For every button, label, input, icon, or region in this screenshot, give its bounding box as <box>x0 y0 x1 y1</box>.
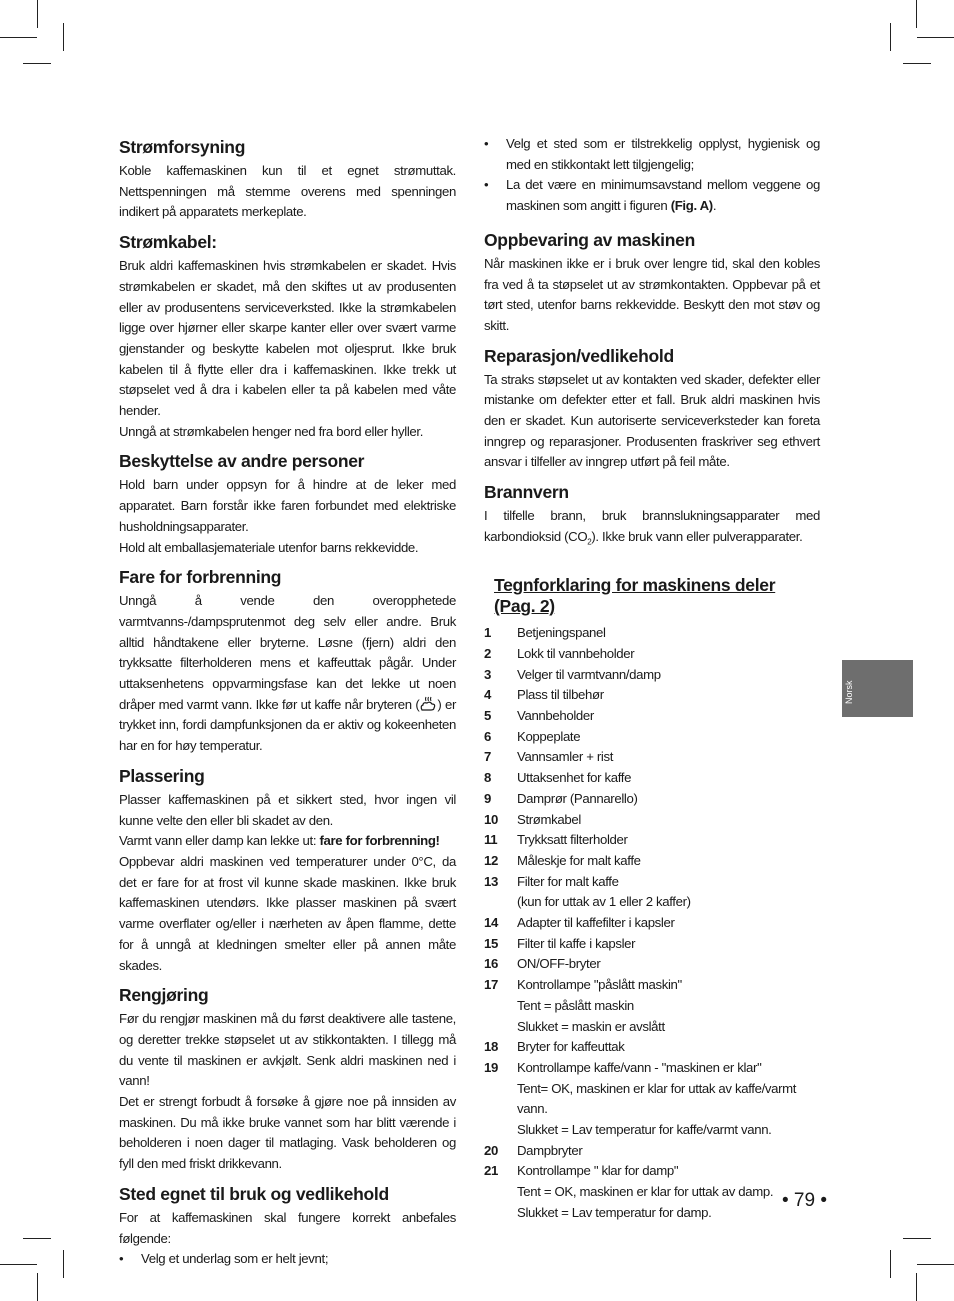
part-description-line: Slukket = Lav temperatur for kaffe/varmt vann. <box>517 1122 772 1138</box>
part-description-line: Tent= OK, maskinen er klar for uttak av kaffe/varmt vann. <box>517 1080 797 1117</box>
section-text: Hold alt emballasjemateriale utenfor barns rekkevidde. <box>119 539 419 555</box>
list-item <box>484 830 820 851</box>
part-description-line: Filter til kaffe i kapsler <box>517 935 636 951</box>
part-number: 5 <box>484 708 491 723</box>
section-text: Når maskinen ikke er i bruk over lengre tid, skal den kobles fra ved å ta støpselet ut av strømkontakten. Oppbevar på et tørt sted, utenfor barns rekkevidde. Beskytt den mot støv og skitt. <box>484 255 820 333</box>
text-fragment: La det være en minimumsavstand mellom veggene og maskinen som angitt i figuren <box>506 177 820 214</box>
part-number: 19 <box>484 1059 498 1075</box>
right-column <box>484 134 820 1224</box>
crop-mark <box>916 1273 917 1301</box>
section-heading-oppbevaring: Oppbevaring av maskinen <box>484 229 695 250</box>
section-heading-rengjoring: Rengjøring <box>119 985 209 1006</box>
part-description-line: Kontrollampe "påslått maskin" <box>517 977 682 993</box>
part-number: 14 <box>484 915 498 931</box>
section-text: Oppbevar aldri maskinen ved temperaturer under 0°C, da det er fare for at frost vil kunne skade maskinen. Ikke bruk kaffemaskinen utendørs. Ikke plasser maskinen på svært varme overflater og/eller i nærheten av åpen flamme, dette for å unngå at kledningen smelter eller på annen måte skades. <box>119 853 456 973</box>
section-text <box>119 591 456 757</box>
part-description-line: Lokk til vannbeholder <box>517 645 635 661</box>
part-description-line: Tent = OK, maskinen er klar for uttak av damp. <box>517 1184 774 1200</box>
section-heading-sted: Sted egnet til bruk og vedlikehold <box>119 1183 389 1204</box>
page-number: • 79 • <box>782 1190 827 1211</box>
list-item <box>484 175 820 216</box>
part-number: 13 <box>484 873 498 889</box>
section-text: Før du rengjør maskinen må du først deaktivere alle tastene, og deretter trekke støpselet ut av stikkontakten. I tillegg må du vente til maskinen er avkjølt. Senk aldri maskinen ned i vann! <box>119 1011 456 1089</box>
part-number: 20 <box>484 1142 498 1158</box>
part-number: 9 <box>484 790 491 806</box>
part-number: 6 <box>484 728 491 744</box>
part-description-line: Vannsamler + rist <box>517 749 614 765</box>
list-item <box>484 872 820 913</box>
section-text: Unngå at strømkabelen henger ned fra bord eller hyller. <box>119 423 424 439</box>
part-description-line: Damprør (Pannarello) <box>517 790 638 806</box>
part-description-line: ON/OFF-bryter <box>517 956 601 972</box>
section-heading-stromforsyning: Strømforsyning <box>119 137 246 157</box>
crop-mark <box>903 63 931 64</box>
part-description <box>517 913 820 934</box>
part-description <box>517 768 820 789</box>
crop-mark <box>890 1250 891 1278</box>
part-description-line: Filter for malt kaffe <box>517 873 619 889</box>
section-text: Bruk aldri kaffemaskinen hvis strømkabelen er skadet. Hvis strømkabelen er skadet, må den skiftes ut av produsenten eller av produsentens serviceverksted. Ikke la strømkabelen ligge over hjørner eller skarpe kanter eller over svært varme gjenstander og beskytte kabelen mot oljesprut. Ikke bruk kabelen til å flytte eller dra i kaffemaskinen. Ikke trekk ut støpselet ved å dra i kabelen eller ta på kabelen med våte hender. <box>119 258 456 419</box>
list-item <box>484 1161 820 1223</box>
part-description <box>517 810 820 831</box>
bullet-list <box>119 1249 456 1270</box>
part-description-line: Velger til varmtvann/damp <box>517 666 661 682</box>
warning-text: fare for forbrenning! <box>319 833 440 849</box>
crop-mark <box>23 63 51 64</box>
part-description-line: Måleskje for malt kaffe <box>517 852 641 868</box>
list-item <box>484 1141 820 1162</box>
part-description-line: Uttaksenhet for kaffe <box>517 770 632 786</box>
part-description-line: Adapter til kaffefilter i kapsler <box>517 915 675 931</box>
left-column <box>119 128 456 1270</box>
list-item <box>484 623 820 644</box>
part-description <box>517 747 820 768</box>
list-item <box>484 706 820 727</box>
part-description <box>517 851 820 872</box>
part-description-line: Strømkabel <box>517 811 581 827</box>
crop-mark <box>916 0 917 28</box>
section-text: Plasser kaffemaskinen på et sikkert sted, hvor ingen vil kunne velte den eller bli skadet av den. <box>119 791 456 828</box>
part-description-line: Plass til tilbehør <box>517 687 604 703</box>
section-text: Hold barn under oppsyn for å hindre at de leker med apparatet. Barn forstår ikke faren forbundet med elektriske husholdningsapparater. <box>119 477 456 534</box>
text-fragment: Unngå å vende den overopphetede varmtvanns-/dampsprutenmot deg selv eller andre. Bruk alltid håndtakene eller bryterne. Løsne (fjern) aldri den trykksatte filterholderen mens et kaffeuttak pågår. Under uttaksenhetens oppvarmingsfase kan det lekke ut noen dråper med varmt vann. Ikke før ut kaffe når bryteren ( <box>119 593 456 712</box>
part-description-line: Koppeplate <box>517 728 581 744</box>
list-item <box>484 1058 820 1141</box>
part-description-line: Betjeningspanel <box>517 625 606 641</box>
part-description <box>517 1037 820 1058</box>
text-fragment: ). Ikke bruk vann eller pulverapparater. <box>591 528 803 544</box>
list-item <box>484 954 820 975</box>
part-description <box>517 789 820 810</box>
section-heading-fare: Fare for forbrenning <box>119 567 282 588</box>
part-number: 3 <box>484 666 491 682</box>
part-description-line: Bryter for kaffeuttak <box>517 1039 625 1055</box>
part-description <box>517 623 820 644</box>
part-description-line: (kun for uttak av 1 eller 2 kaffer) <box>517 894 691 910</box>
part-description <box>517 830 820 851</box>
text-fragment: Varmt vann eller damp kan lekke ut: <box>119 833 320 849</box>
list-item <box>484 913 820 934</box>
figure-reference: (Fig. A) <box>670 198 713 214</box>
part-number: 17 <box>484 977 498 993</box>
part-number: 16 <box>484 956 498 972</box>
section-text: Koble kaffemaskinen kun til et egnet strømuttak. Nettspenningen må stemme overens med spenningen indikert på apparatets merkeplate. <box>119 163 456 220</box>
text-fragment: . <box>712 198 717 214</box>
text-fragment: I tilfelle brann, bruk brannslukningsapparater med karbondioksid (CO <box>484 508 820 544</box>
list-item <box>484 789 820 810</box>
crop-mark <box>63 1250 64 1278</box>
list-item <box>484 747 820 768</box>
bullet-list <box>484 134 820 217</box>
list-item <box>484 685 820 706</box>
part-description <box>517 975 820 1037</box>
part-number: 21 <box>484 1163 498 1179</box>
part-description <box>517 954 820 975</box>
part-number: 2 <box>484 645 491 661</box>
section-text <box>119 831 456 852</box>
crop-mark <box>63 23 64 51</box>
part-number: 1 <box>484 625 491 641</box>
text-fragment: ) er trykket inn, fordi dampfunksjonen da er aktiv og kokeenheten har en for høy temperatur. <box>119 696 456 754</box>
list-item: • Velg et sted som er tilstrekkelig opplyst, hygienisk og med en stikkontakt lett tilgjengelig; <box>484 134 820 175</box>
part-description-line: Dampbryter <box>517 1142 583 1158</box>
part-description <box>517 872 820 913</box>
part-description-line: Slukket = Lav temperatur for damp. <box>517 1204 712 1220</box>
section-text <box>484 506 820 553</box>
list-item <box>484 810 820 831</box>
part-description <box>517 1058 820 1141</box>
part-description-line: Trykksatt filterholder <box>517 832 628 848</box>
section-heading-beskyttelse: Beskyttelse av andre personer <box>119 451 365 472</box>
part-description-line: Kontrollampe kaffe/vann - "maskinen er klar" <box>517 1059 762 1075</box>
part-description-line: Vannbeholder <box>517 708 594 723</box>
crop-mark <box>0 37 37 38</box>
part-number: 15 <box>484 935 498 951</box>
section-heading-stromkabel: Strømkabel: <box>119 232 217 253</box>
steam-button-icon <box>419 696 437 712</box>
section-text: Ta straks støpselet ut av kontakten ved skader, defekter eller mistanke om defekter etter et fall. Bruk aldri maskinen hvis den er skadet. Kun autoriserte serviceverksteder kan foreta inngrep og reparasjoner. Produsenten fraskriver seg ethvert ansvar i tilfeller av inngrep utført på feil måte. <box>484 371 820 470</box>
part-description <box>517 685 820 706</box>
language-tab <box>842 660 913 717</box>
list-item <box>484 727 820 748</box>
part-description-line: Tent = påslått maskin <box>517 997 634 1013</box>
crop-mark <box>903 1238 931 1239</box>
part-number: 4 <box>484 687 491 703</box>
crop-mark <box>0 1264 37 1265</box>
list-item <box>484 665 820 686</box>
section-heading-reparasjon: Reparasjon/vedlikehold <box>484 345 674 366</box>
list-item <box>484 851 820 872</box>
part-number: 11 <box>484 832 498 848</box>
list-item <box>484 975 820 1037</box>
crop-mark <box>37 0 38 28</box>
part-number: 12 <box>484 852 498 868</box>
part-description <box>517 665 820 686</box>
part-description <box>517 727 820 748</box>
part-description <box>517 706 820 727</box>
part-number: 7 <box>484 749 491 765</box>
crop-mark <box>917 1264 954 1265</box>
section-text: Det er strengt forbudt å forsøke å gjøre noe på innsiden av maskinen. Du må ikke bruke vannet som har blitt værende i beholderen i noen dager til matlaging. Vask beholderen og fyll den med friskt drikkevann. <box>119 1094 456 1172</box>
crop-mark <box>23 1238 51 1239</box>
list-item <box>484 768 820 789</box>
list-item: • Velg et underlag som er helt jevnt; <box>119 1249 456 1270</box>
part-number: 18 <box>484 1039 498 1055</box>
list-item <box>484 1037 820 1058</box>
crop-mark <box>890 23 891 51</box>
parts-list <box>484 623 820 1223</box>
part-description <box>517 934 820 955</box>
parts-legend-title: Tegnforklaring for maskinens deler (Pag. 2) <box>494 575 776 617</box>
list-item <box>484 934 820 955</box>
crop-mark <box>37 1273 38 1301</box>
section-text: For at kaffemaskinen skal fungere korrekt anbefales følgende: <box>119 1209 456 1246</box>
part-description <box>517 1161 820 1223</box>
language-label: Norsk <box>844 680 854 704</box>
section-heading-brannvern: Brannvern <box>484 482 569 503</box>
list-item <box>484 644 820 665</box>
crop-mark <box>917 37 954 38</box>
section-heading-plassering: Plassering <box>119 765 205 786</box>
part-description <box>517 644 820 665</box>
part-description-line: Kontrollampe " klar for damp" <box>517 1163 679 1179</box>
subscript: 2 <box>587 537 592 547</box>
part-number: 8 <box>484 770 491 786</box>
part-description-line: Slukket = maskin er avslått <box>517 1018 665 1034</box>
part-description <box>517 1141 820 1162</box>
part-number: 10 <box>484 811 498 827</box>
